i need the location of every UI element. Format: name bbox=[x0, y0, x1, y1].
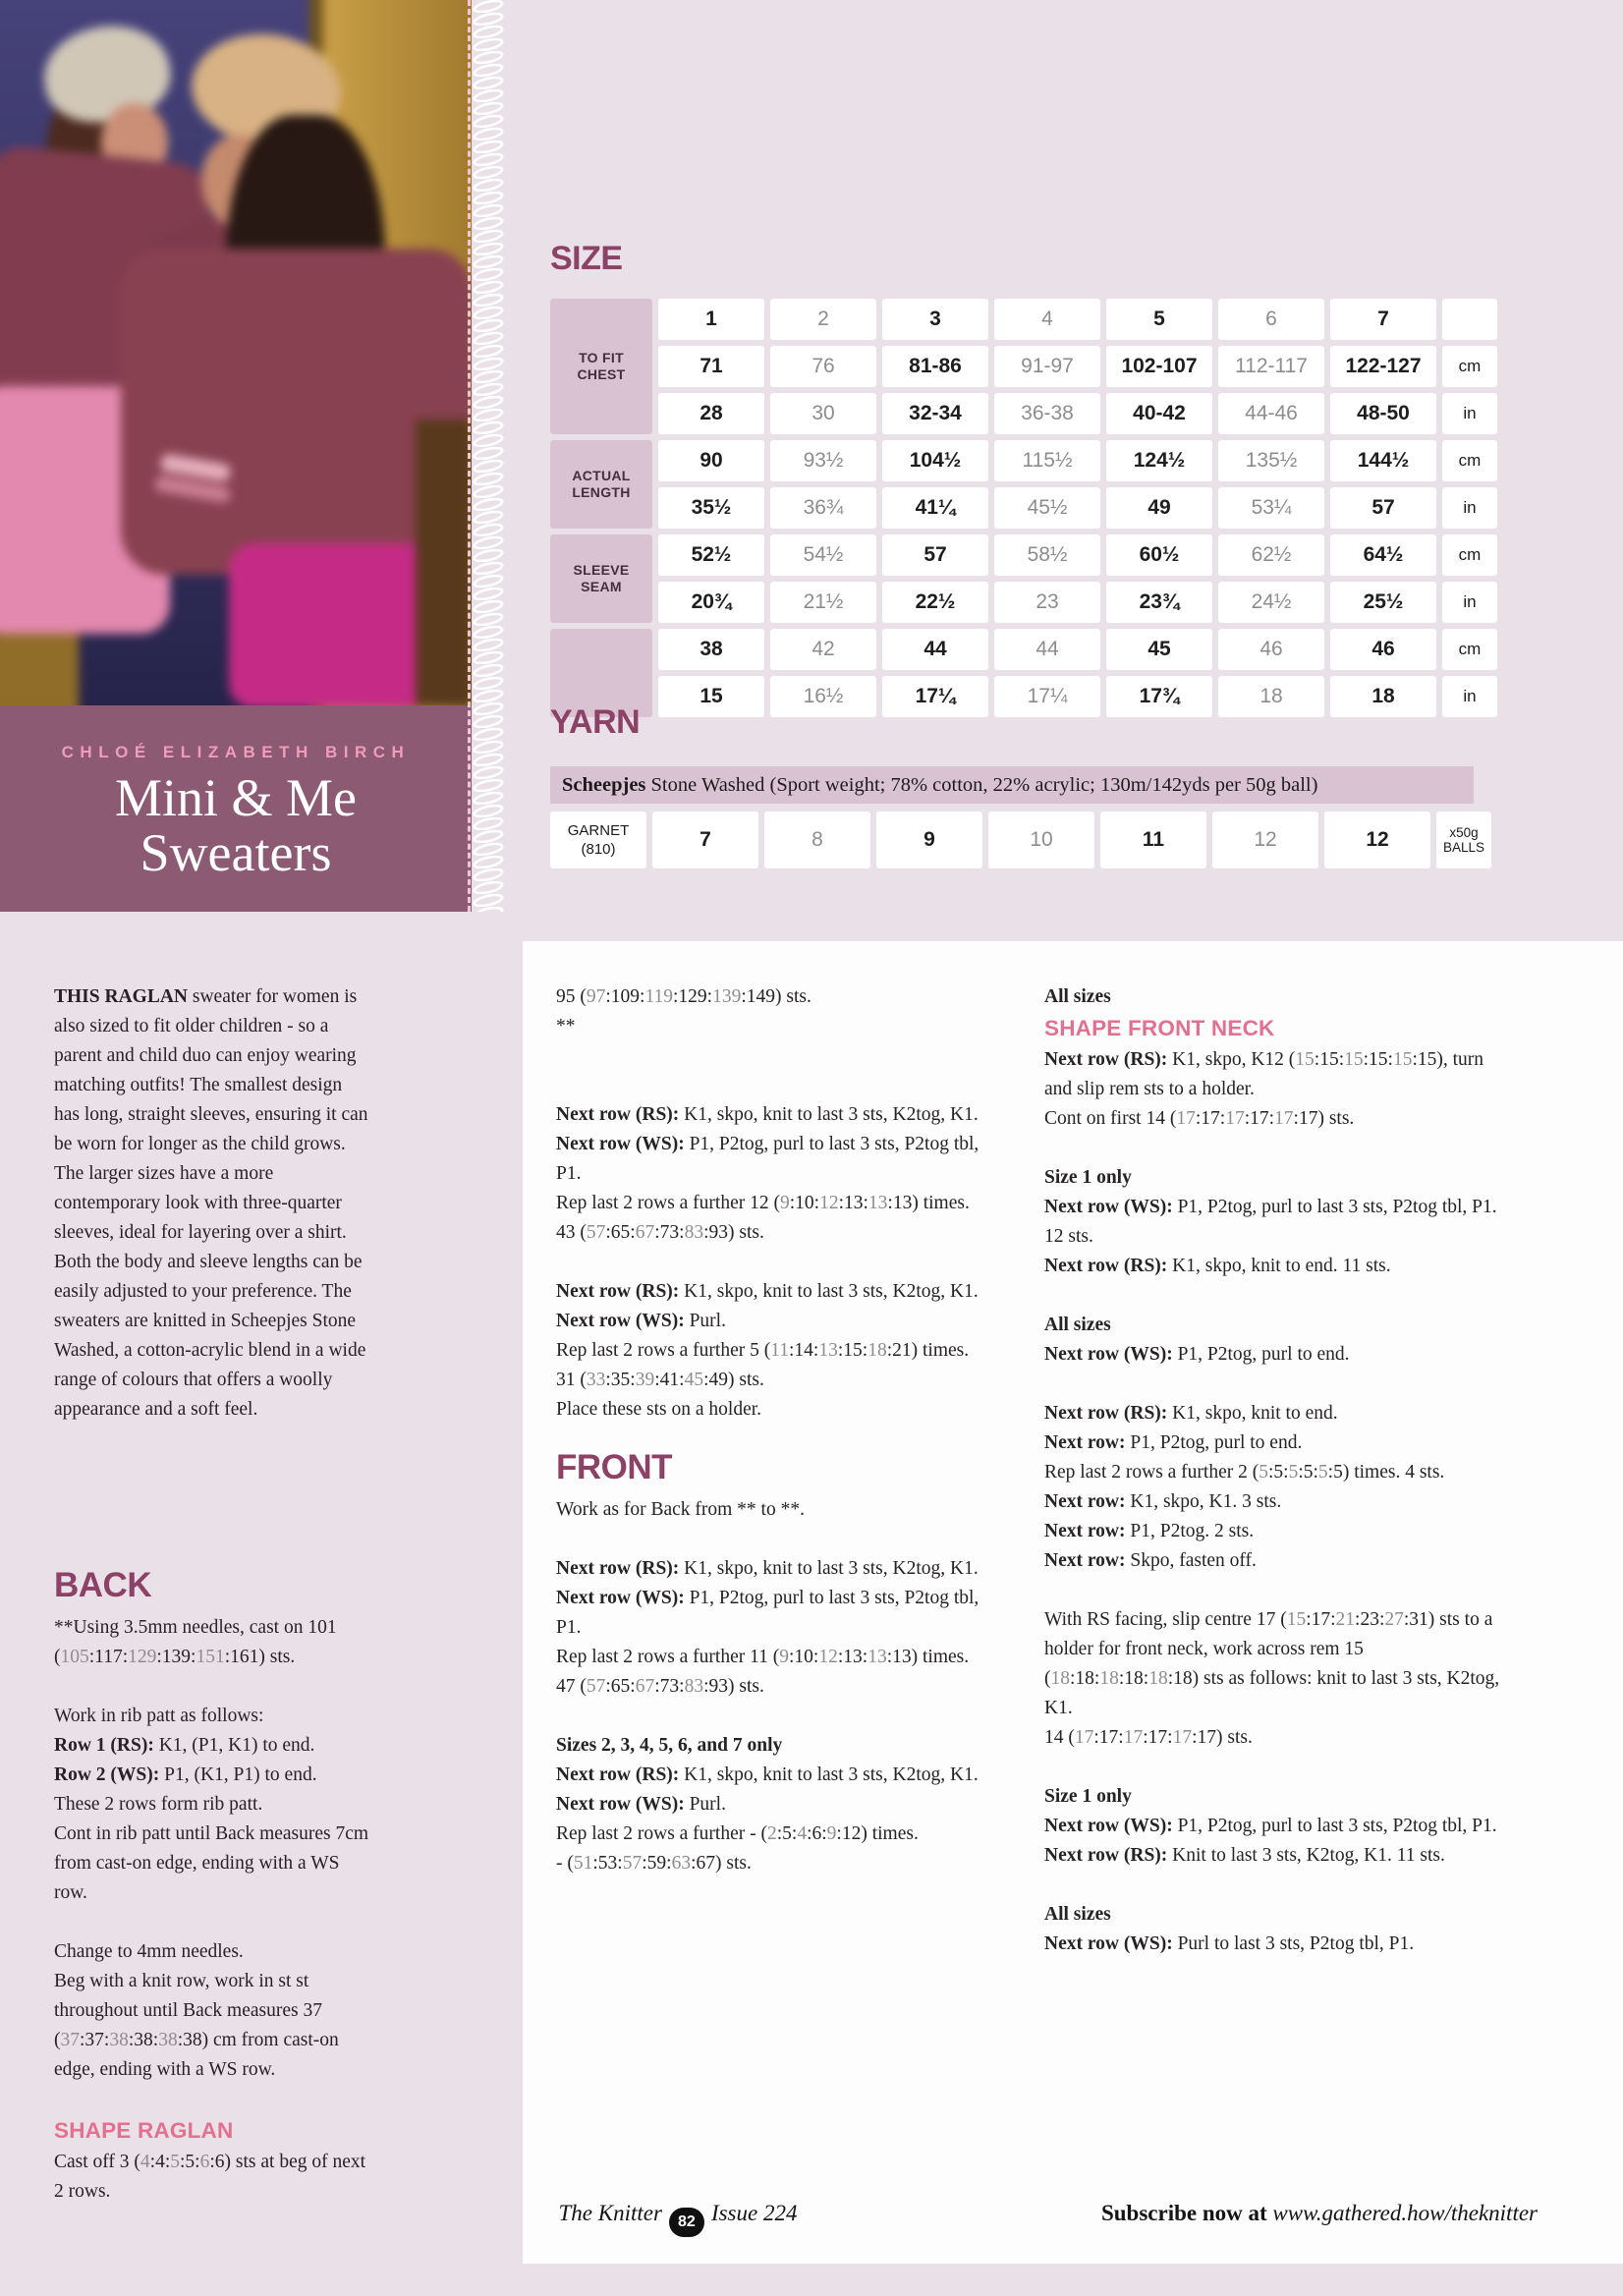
pattern-paragraph: - (51:53:57:59:63:67) sts. bbox=[556, 1853, 752, 1874]
size-cell: 45 bbox=[1106, 629, 1212, 670]
pattern-paragraph: Next row (WS): P1, P2tog, purl to last 3 sts, P2tog tbl, P1. bbox=[556, 1588, 979, 1638]
yarn-description-bar bbox=[550, 766, 1474, 804]
spacer bbox=[54, 1425, 370, 1542]
size-group-label: ACTUAL LENGTH bbox=[550, 440, 652, 529]
size-table-row bbox=[550, 676, 1497, 717]
yarn-section-heading: YARN bbox=[550, 703, 641, 741]
pattern-paragraph: Row 2 (WS): P1, (K1, P1) to end. bbox=[54, 1764, 317, 1785]
size-cell: 18 bbox=[1218, 676, 1324, 717]
pattern-paragraph: Next row (WS): P1, P2tog, purl to last 3 sts, P2tog tbl, P1. bbox=[1044, 1816, 1497, 1836]
size-cell: 71 bbox=[658, 346, 764, 387]
yarn-balls-cell: 7 bbox=[652, 812, 758, 868]
size-cell: 52½ bbox=[658, 534, 764, 576]
yarn-row bbox=[550, 812, 1491, 868]
unit-cell: cm bbox=[1442, 346, 1497, 387]
footer-magazine-name: The Knitter bbox=[558, 2201, 662, 2225]
size-section-heading: SIZE bbox=[550, 240, 623, 277]
spacer bbox=[556, 1041, 1000, 1100]
size-cell: 23¾ bbox=[1106, 582, 1212, 623]
size-cell: 17¼ bbox=[882, 676, 988, 717]
spacer bbox=[54, 1908, 370, 1937]
pattern-paragraph: Next row (RS): K1, skpo, knit to last 3 sts, K2tog, K1. bbox=[556, 1764, 979, 1785]
pattern-paragraph: Next row (WS): P1, P2tog, purl to last 3 sts, P2tog tbl, P1. bbox=[556, 1134, 979, 1184]
pattern-paragraph: Work as for Back from ** to **. bbox=[556, 1499, 805, 1520]
pattern-paragraph: THIS RAGLAN sweater for women is also sized to fit older children - so a parent and child duo can enjoy wearing matching outfits! The smallest design has long, straight sleeves, ensuring it can be worn for longer as the child grows. The larger sizes have a more contemporary look with three-quarter sleeves, ideal for layering over a shirt. Both the body and sleeve lengths can be easily adjusted to your preference. The sweaters are knitted in Scheepjes Stone Washed, a cotton-acrylic blend in a wide range of colours that offers a woolly appearance and a soft feel. bbox=[54, 986, 368, 1420]
unit-cell: in bbox=[1442, 676, 1497, 717]
size-group-label: SLEEVE SEAM bbox=[550, 534, 652, 623]
size-cell: 112-117 bbox=[1218, 346, 1324, 387]
size-cell: 122-127 bbox=[1330, 346, 1436, 387]
spacer bbox=[1044, 1281, 1514, 1311]
spacer bbox=[1044, 1753, 1514, 1782]
size-cell: 104½ bbox=[882, 440, 988, 481]
size-cell: 48-50 bbox=[1330, 393, 1436, 434]
yarn-balls-cell: 8 bbox=[764, 812, 870, 868]
size-cell: 57 bbox=[882, 534, 988, 576]
yarn-shade-code: (810) bbox=[581, 841, 616, 858]
pattern-paragraph: Change to 4mm needles. bbox=[54, 1941, 244, 1962]
size-cell: 18 bbox=[1330, 676, 1436, 717]
pattern-paragraph: Beg with a knit row, work in st st throughout until Back measures 37 (37:37:38:38:38:38) cm from cast-on edge, ending with a WS row. bbox=[54, 1971, 339, 2080]
pattern-paragraph: 31 (33:35:39:41:45:49) sts. bbox=[556, 1370, 764, 1390]
size-header-row bbox=[550, 299, 1497, 340]
footer-issue: Issue 224 bbox=[710, 2201, 798, 2225]
spacer bbox=[1044, 1871, 1514, 1900]
size-cell: 36¾ bbox=[770, 487, 876, 529]
size-cell: 40-42 bbox=[1106, 393, 1212, 434]
photo-mother-pants bbox=[229, 543, 437, 705]
pattern-paragraph: Next row (RS): K1, skpo, knit to end. 11 sts. bbox=[1044, 1256, 1391, 1276]
spacer bbox=[54, 2085, 370, 2114]
yarn-balls-cell: 10 bbox=[988, 812, 1094, 868]
pattern-paragraph: Next row (RS): K1, skpo, knit to last 3 sts, K2tog, K1. bbox=[556, 1104, 979, 1125]
size-cell: 46 bbox=[1218, 629, 1324, 670]
size-cell: 21½ bbox=[770, 582, 876, 623]
size-cell: 62½ bbox=[1218, 534, 1324, 576]
pattern-paragraph: 95 (97:109:119:129:139:149) sts. bbox=[556, 986, 812, 1007]
unit-cell bbox=[1442, 299, 1497, 340]
photo-chair bbox=[416, 420, 472, 705]
pattern-paragraph: Rep last 2 rows a further - (2:5:4:6:9:12) times. bbox=[556, 1823, 919, 1844]
size-cell: 81-86 bbox=[882, 346, 988, 387]
subscribe-text: Subscribe now at bbox=[1100, 2201, 1273, 2225]
section-heading: BACK bbox=[54, 1566, 152, 1604]
sub-heading: SHAPE RAGLAN bbox=[54, 2118, 234, 2143]
pattern-paragraph: Next row: P1, P2tog. 2 sts. bbox=[1044, 1521, 1255, 1541]
title-block bbox=[0, 705, 472, 912]
pattern-paragraph: Size 1 only bbox=[1044, 1167, 1132, 1188]
size-number-cell: 2 bbox=[770, 299, 876, 340]
size-cell: 44 bbox=[882, 629, 988, 670]
size-table-row bbox=[550, 346, 1497, 387]
pattern-paragraph: Place these sts on a holder. bbox=[556, 1399, 762, 1420]
size-cell: 57 bbox=[1330, 487, 1436, 529]
pattern-paragraph: 14 (17:17:17:17:17:17) sts. bbox=[1044, 1727, 1253, 1748]
size-number-cell: 6 bbox=[1218, 299, 1324, 340]
pattern-paragraph: These 2 rows form rib patt. bbox=[54, 1794, 263, 1815]
pattern-paragraph: Cast off 3 (4:4:5:5:6:6) sts at beg of next 2 rows. bbox=[54, 2152, 366, 2202]
size-cell: 54½ bbox=[770, 534, 876, 576]
pattern-paragraph: 43 (57:65:67:73:83:93) sts. bbox=[556, 1222, 764, 1243]
yarn-unit-line1: x50g bbox=[1449, 825, 1479, 840]
yarn-description: Stone Washed (Sport weight; 78% cotton, 22% acrylic; 130m/142yds per 50g ball) bbox=[645, 774, 1318, 796]
pattern-paragraph: Rep last 2 rows a further 11 (9:10:12:13:13:13) times. bbox=[556, 1647, 970, 1667]
size-cell: 124½ bbox=[1106, 440, 1212, 481]
size-cell: 30 bbox=[770, 393, 876, 434]
spacer bbox=[556, 1525, 1000, 1554]
unit-cell: in bbox=[1442, 487, 1497, 529]
size-cell: 15 bbox=[658, 676, 764, 717]
pattern-paragraph: All sizes bbox=[1044, 1315, 1111, 1335]
pattern-paragraph: Cont in rib patt until Back measures 7cm from cast-on edge, ending with a WS row. bbox=[54, 1823, 369, 1903]
size-cell: 35½ bbox=[658, 487, 764, 529]
size-cell: 58½ bbox=[994, 534, 1100, 576]
pattern-paragraph: 47 (57:65:67:73:83:93) sts. bbox=[556, 1676, 764, 1697]
size-cell: 17¼ bbox=[994, 676, 1100, 717]
unit-cell: cm bbox=[1442, 440, 1497, 481]
size-cell: 28 bbox=[658, 393, 764, 434]
size-table-row bbox=[550, 629, 1497, 670]
pattern-paragraph: Next row (RS): Knit to last 3 sts, K2tog, K1. 11 sts. bbox=[1044, 1845, 1445, 1866]
size-cell: 16½ bbox=[770, 676, 876, 717]
size-cell: 90 bbox=[658, 440, 764, 481]
designer-name: CHLOÉ ELIZABETH BIRCH bbox=[61, 743, 411, 761]
pattern-paragraph: Next row: Skpo, fasten off. bbox=[1044, 1550, 1257, 1571]
pattern-paragraph: Next row (RS): K1, skpo, knit to last 3 sts, K2tog, K1. bbox=[556, 1281, 979, 1302]
size-cell: 36-38 bbox=[994, 393, 1100, 434]
size-number-cell: 3 bbox=[882, 299, 988, 340]
size-cell: 53¼ bbox=[1218, 487, 1324, 529]
size-cell: 76 bbox=[770, 346, 876, 387]
size-table-row bbox=[550, 534, 1497, 576]
pattern-paragraph: Size 1 only bbox=[1044, 1786, 1132, 1807]
unit-cell: cm bbox=[1442, 534, 1497, 576]
size-cell: 23 bbox=[994, 582, 1100, 623]
size-cell: 144½ bbox=[1330, 440, 1436, 481]
size-cell: 46 bbox=[1330, 629, 1436, 670]
pattern-paragraph: Row 1 (RS): K1, (P1, K1) to end. bbox=[54, 1735, 315, 1756]
hero-photo bbox=[0, 0, 472, 705]
size-cell: 64½ bbox=[1330, 534, 1436, 576]
size-table-body bbox=[550, 299, 1497, 717]
size-cell: 32-34 bbox=[882, 393, 988, 434]
size-number-cell: 1 bbox=[658, 299, 764, 340]
yarn-unit-line2: BALLS bbox=[1442, 840, 1485, 855]
pattern-paragraph: Next row (WS): Purl to last 3 sts, P2tog tbl, P1. bbox=[1044, 1933, 1415, 1954]
hero-photo-art bbox=[0, 0, 472, 705]
pattern-paragraph: All sizes bbox=[1044, 1904, 1111, 1925]
pattern-paragraph: Sizes 2, 3, 4, 5, 6, and 7 only bbox=[556, 1735, 783, 1756]
pattern-paragraph: ** bbox=[556, 1016, 576, 1036]
size-cell: 91-97 bbox=[994, 346, 1100, 387]
size-table bbox=[544, 293, 1503, 723]
yarn-shade-name: GARNET bbox=[567, 822, 630, 839]
pattern-paragraph: Work in rib patt as follows: bbox=[54, 1706, 264, 1726]
yarn-unit-cell bbox=[1436, 812, 1491, 868]
pattern-paragraph: Next row (RS): K1, skpo, K12 (15:15:15:15:15:15), turn and slip rem sts to a holder. bbox=[1044, 1049, 1484, 1099]
size-number-cell: 4 bbox=[994, 299, 1100, 340]
size-cell: 102-107 bbox=[1106, 346, 1212, 387]
size-cell: 115½ bbox=[994, 440, 1100, 481]
yarn-balls-cell: 9 bbox=[876, 812, 982, 868]
pattern-paragraph: Cont on first 14 (17:17:17:17:17:17) sts. bbox=[1044, 1108, 1355, 1129]
pattern-title bbox=[0, 770, 472, 880]
pattern-paragraph: Next row (WS): Purl. bbox=[556, 1311, 726, 1331]
size-number-cell: 7 bbox=[1330, 299, 1436, 340]
pattern-paragraph: Next row (WS): P1, P2tog, purl to last 3 sts, P2tog tbl, P1. 12 sts. bbox=[1044, 1197, 1497, 1247]
pattern-paragraph: Rep last 2 rows a further 12 (9:10:12:13:13:13) times. bbox=[556, 1193, 970, 1213]
pattern-paragraph: Next row: K1, skpo, K1. 3 sts. bbox=[1044, 1491, 1282, 1512]
spacer bbox=[556, 1702, 1000, 1731]
pattern-title-line1: Mini & Me bbox=[114, 768, 357, 827]
size-table-row bbox=[550, 487, 1497, 529]
column-middle bbox=[556, 982, 1000, 1878]
pattern-title-line2: Sweaters bbox=[140, 823, 332, 882]
spacer bbox=[1044, 1576, 1514, 1605]
pattern-paragraph: Next row (RS): K1, skpo, knit to last 3 sts, K2tog, K1. bbox=[556, 1558, 979, 1579]
pattern-paragraph: Next row: P1, P2tog, purl to end. bbox=[1044, 1432, 1303, 1453]
spacer bbox=[1044, 1370, 1514, 1399]
unit-cell: cm bbox=[1442, 629, 1497, 670]
pattern-paragraph: **Using 3.5mm needles, cast on 101 (105:117:129:139:151:161) sts. bbox=[54, 1617, 337, 1667]
yarn-brand: Scheepjes bbox=[562, 774, 646, 796]
size-cell: 41¼ bbox=[882, 487, 988, 529]
yarn-balls-cell: 11 bbox=[1100, 812, 1206, 868]
footer-magazine-info bbox=[393, 2201, 963, 2237]
size-cell: 25½ bbox=[1330, 582, 1436, 623]
pattern-paragraph: All sizes bbox=[1044, 986, 1111, 1007]
spiral-binding-icon bbox=[471, 0, 508, 912]
footer-subscribe bbox=[982, 2201, 1538, 2226]
yarn-table bbox=[544, 806, 1497, 874]
size-cell: 135½ bbox=[1218, 440, 1324, 481]
subscribe-url: www.gathered.how/theknitter bbox=[1272, 2201, 1538, 2225]
yarn-balls-cell: 12 bbox=[1324, 812, 1430, 868]
sub-heading: SHAPE FRONT NECK bbox=[1044, 1016, 1275, 1040]
size-cell: 44-46 bbox=[1218, 393, 1324, 434]
pattern-paragraph: With RS facing, slip centre 17 (15:17:21:23:27:31) sts to a holder for front neck, work across rem 15 (18:18:18:18:18:18) sts as follows: knit to last 3 sts, K2tog, K1. bbox=[1044, 1609, 1500, 1718]
size-group-label: TO FIT CHEST bbox=[550, 299, 652, 434]
pattern-paragraph: Next row (WS): Purl. bbox=[556, 1794, 726, 1815]
column-right bbox=[1044, 982, 1514, 1959]
size-cell: 45½ bbox=[994, 487, 1100, 529]
yarn-balls-cell: 12 bbox=[1212, 812, 1318, 868]
size-cell: 20¾ bbox=[658, 582, 764, 623]
pattern-paragraph: Rep last 2 rows a further 2 (5:5:5:5:5:5) times. 4 sts. bbox=[1044, 1462, 1445, 1483]
spacer bbox=[1044, 1134, 1514, 1163]
size-cell: 44 bbox=[994, 629, 1100, 670]
spacer bbox=[556, 1248, 1000, 1277]
page-number-badge: 82 bbox=[669, 2208, 704, 2237]
size-table-row bbox=[550, 393, 1497, 434]
size-cell: 93½ bbox=[770, 440, 876, 481]
size-cell: 49 bbox=[1106, 487, 1212, 529]
column-left bbox=[54, 982, 370, 2207]
size-cell: 38 bbox=[658, 629, 764, 670]
section-heading: FRONT bbox=[556, 1448, 673, 1486]
spacer bbox=[54, 1672, 370, 1702]
pattern-paragraph: Next row (WS): P1, P2tog, purl to end. bbox=[1044, 1344, 1350, 1365]
yarn-shade-cell bbox=[550, 812, 646, 868]
unit-cell: in bbox=[1442, 393, 1497, 434]
size-number-cell: 5 bbox=[1106, 299, 1212, 340]
pattern-paragraph: Rep last 2 rows a further 5 (11:14:13:15:18:21) times. bbox=[556, 1340, 970, 1361]
size-cell: 24½ bbox=[1218, 582, 1324, 623]
size-cell: 22½ bbox=[882, 582, 988, 623]
size-table-row bbox=[550, 440, 1497, 481]
size-cell: 17¾ bbox=[1106, 676, 1212, 717]
size-cell: 60½ bbox=[1106, 534, 1212, 576]
unit-cell: in bbox=[1442, 582, 1497, 623]
size-cell: 42 bbox=[770, 629, 876, 670]
pattern-paragraph: Next row (RS): K1, skpo, knit to end. bbox=[1044, 1403, 1338, 1424]
size-table-row bbox=[550, 582, 1497, 623]
